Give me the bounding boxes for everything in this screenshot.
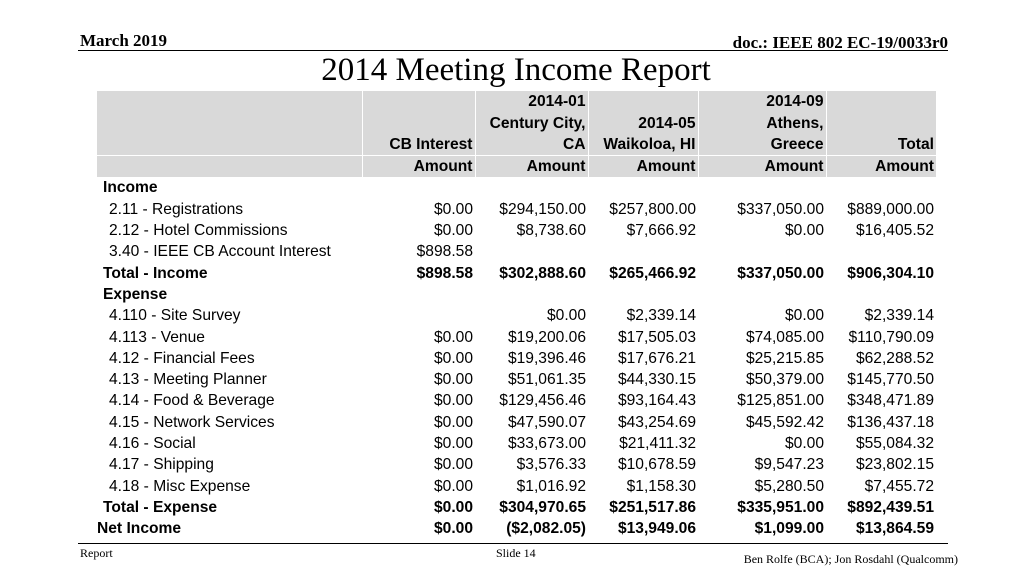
amount-cell: $8,738.60 (516, 222, 586, 240)
amount-cell (826, 241, 936, 262)
header-cell (826, 91, 936, 112)
row-label: 4.14 - Food & Beverage (109, 392, 275, 410)
header-cell: Amount (475, 155, 588, 177)
amount-cell: $348,471.89 (847, 392, 934, 410)
amount-cell (588, 284, 698, 305)
amount-cell: $129,456.46 (499, 392, 586, 410)
table-row (97, 241, 936, 262)
amount-cell: $0.00 (433, 392, 473, 410)
amount-cell: $44,330.15 (617, 371, 696, 389)
amount-cell: $0.00 (433, 222, 473, 240)
amount-cell: ($2,082.05) (506, 520, 586, 538)
row-label: 2.11 - Registrations (109, 200, 244, 218)
amount-cell: $9,547.23 (754, 456, 824, 474)
amount-cell: $892,439.51 (847, 498, 934, 516)
header-cell (826, 112, 936, 133)
amount-cell: $0.00 (784, 307, 824, 325)
table-row (97, 411, 936, 432)
amount-cell: $257,800.00 (609, 200, 696, 218)
row-label: 4.15 - Network Services (109, 413, 275, 431)
header-cell: Total (826, 134, 936, 156)
footer-authors: Ben Rolfe (BCA); Jon Rosdahl (Qualcomm) (743, 552, 958, 566)
row-label: 4.16 - Social (109, 435, 196, 453)
table-row (97, 475, 936, 496)
amount-cell: $51,061.35 (507, 371, 586, 389)
table-row (97, 305, 936, 326)
header-cell (588, 91, 698, 112)
table-row (97, 284, 936, 305)
header-row (97, 134, 936, 156)
header-cell: Waikoloa, HI (588, 134, 698, 156)
amount-cell (362, 305, 475, 326)
amount-cell (698, 241, 826, 262)
amount-cell: $62,288.52 (855, 349, 934, 367)
table-row (97, 454, 936, 475)
amount-cell: $93,164.43 (617, 392, 696, 410)
table-row (97, 369, 936, 390)
header-cell (362, 91, 475, 112)
row-label: 4.113 - Venue (109, 328, 205, 346)
amount-cell: $5,280.50 (754, 477, 824, 495)
amount-cell: $3,576.33 (516, 456, 586, 474)
amount-cell: $898.58 (416, 264, 473, 282)
amount-cell (698, 177, 826, 198)
amount-cell (362, 284, 475, 305)
amount-cell: $304,970.65 (499, 498, 586, 516)
header-row (97, 91, 936, 112)
header-cell: Amount (698, 155, 826, 177)
amount-cell: $50,379.00 (745, 371, 824, 389)
amount-cell (362, 177, 475, 198)
header-cell: Amount (826, 155, 936, 177)
amount-cell: $0.00 (433, 371, 473, 389)
row-label: Net Income (97, 520, 182, 538)
header-cell: 2014-05 (588, 112, 698, 133)
amount-cell: $17,505.03 (617, 328, 696, 346)
amount-cell: $294,150.00 (499, 200, 586, 218)
header-cell (97, 112, 362, 133)
table-row (97, 518, 936, 539)
amount-cell: $337,050.00 (737, 264, 824, 282)
table-row (97, 177, 936, 198)
amount-cell: $898.58 (416, 243, 473, 261)
amount-cell: $74,085.00 (745, 328, 824, 346)
amount-cell: $1,099.00 (754, 520, 824, 538)
amount-cell (475, 177, 588, 198)
header-cell: Amount (362, 155, 475, 177)
amount-cell: $0.00 (433, 349, 473, 367)
amount-cell: $10,678.59 (617, 456, 696, 474)
amount-cell: $2,339.14 (864, 307, 934, 325)
header-cell: CB Interest (362, 134, 475, 156)
amount-cell: $265,466.92 (609, 264, 696, 282)
amount-cell: $0.00 (433, 200, 473, 218)
amount-cell: $2,339.14 (626, 307, 696, 325)
amount-cell: $335,951.00 (737, 498, 824, 516)
amount-cell: $125,851.00 (737, 392, 824, 410)
header-cell (97, 134, 362, 156)
header-doc-id: doc.: IEEE 802 EC-19/0033r0 (732, 33, 948, 52)
amount-cell: $45,592.42 (745, 413, 824, 431)
amount-cell (698, 284, 826, 305)
amount-cell: $0.00 (784, 222, 824, 240)
amount-cell (588, 177, 698, 198)
table-body (97, 177, 936, 539)
header-cell: Athens, (698, 112, 826, 133)
amount-cell: $1,016.92 (516, 477, 586, 495)
amount-cell (588, 241, 698, 262)
row-label: Total - Income (103, 264, 208, 282)
amount-cell: $1,158.30 (626, 477, 696, 495)
table-row (97, 348, 936, 369)
row-label: 4.17 - Shipping (109, 456, 214, 474)
amount-cell (826, 284, 936, 305)
amount-cell: $889,000.00 (847, 200, 934, 218)
header-cell: 2014-01 (475, 91, 588, 112)
amount-cell: $47,590.07 (507, 413, 586, 431)
amount-cell: $0.00 (433, 477, 473, 495)
row-label: 3.40 - IEEE CB Account Interest (109, 243, 331, 261)
header-cell (97, 155, 362, 177)
row-label: 4.13 - Meeting Planner (109, 371, 267, 389)
header-row (97, 155, 936, 177)
amount-cell: $0.00 (433, 328, 473, 346)
amount-cell (475, 241, 588, 262)
row-label: Income (103, 179, 158, 197)
amount-cell: $19,200.06 (507, 328, 586, 346)
amount-cell: $906,304.10 (847, 264, 934, 282)
amount-cell: $0.00 (546, 307, 586, 325)
header-cell: Amount (588, 155, 698, 177)
table-header (97, 91, 936, 177)
amount-cell (826, 177, 936, 198)
amount-cell: $17,676.21 (617, 349, 696, 367)
table-row (97, 433, 936, 454)
slide-number: Slide 14 (496, 546, 536, 560)
amount-cell: $110,790.09 (848, 328, 934, 346)
amount-cell: $7,455.72 (864, 477, 934, 495)
footer-label: Report (80, 546, 113, 560)
amount-cell: $21,411.32 (619, 435, 696, 453)
row-label: Expense (103, 285, 168, 303)
amount-cell: $13,949.06 (617, 520, 696, 538)
table-row (97, 262, 936, 283)
row-label: 4.18 - Misc Expense (109, 477, 251, 495)
table-row (97, 497, 936, 518)
table-row (97, 390, 936, 411)
amount-cell: $0.00 (433, 456, 473, 474)
amount-cell: $145,770.50 (847, 371, 934, 389)
table-row (97, 220, 936, 241)
header-cell (362, 112, 475, 133)
row-label: 4.12 - Financial Fees (109, 349, 255, 367)
amount-cell: $25,215.85 (745, 349, 824, 367)
amount-cell: $0.00 (784, 435, 824, 453)
header-rule (78, 50, 948, 51)
header-cell: Greece (698, 134, 826, 156)
amount-cell: $0.00 (433, 435, 473, 453)
amount-cell: $16,405.52 (855, 222, 934, 240)
footer-rule (78, 543, 948, 544)
amount-cell: $55,084.32 (855, 435, 934, 453)
amount-cell: $0.00 (433, 520, 473, 538)
row-label: Total - Expense (103, 498, 218, 516)
row-label: 4.110 - Site Survey (109, 307, 241, 325)
header-cell (97, 91, 362, 112)
amount-cell: $0.00 (433, 498, 473, 516)
row-label: 2.12 - Hotel Commissions (109, 222, 288, 240)
amount-cell: $302,888.60 (499, 264, 586, 282)
header-cell: Century City, (475, 112, 588, 133)
amount-cell: $33,673.00 (507, 435, 586, 453)
amount-cell: $19,396.46 (507, 349, 586, 367)
table-row (97, 326, 936, 347)
amount-cell: $43,254.69 (617, 413, 696, 431)
amount-cell: $23,802.15 (855, 456, 934, 474)
header-cell: 2014-09 (698, 91, 826, 112)
amount-cell: $251,517.86 (609, 498, 696, 516)
amount-cell (475, 284, 588, 305)
amount-cell: $337,050.00 (737, 200, 824, 218)
page-title: 2014 Meeting Income Report (321, 52, 711, 88)
table-row (97, 198, 936, 219)
header-date: March 2019 (80, 31, 168, 50)
header-cell: CA (475, 134, 588, 156)
header-row (97, 112, 936, 133)
amount-cell: $13,864.59 (855, 520, 934, 538)
amount-cell: $136,437.18 (847, 413, 934, 431)
amount-cell: $0.00 (433, 413, 473, 431)
income-report-table (97, 91, 936, 539)
amount-cell: $7,666.92 (626, 222, 696, 240)
